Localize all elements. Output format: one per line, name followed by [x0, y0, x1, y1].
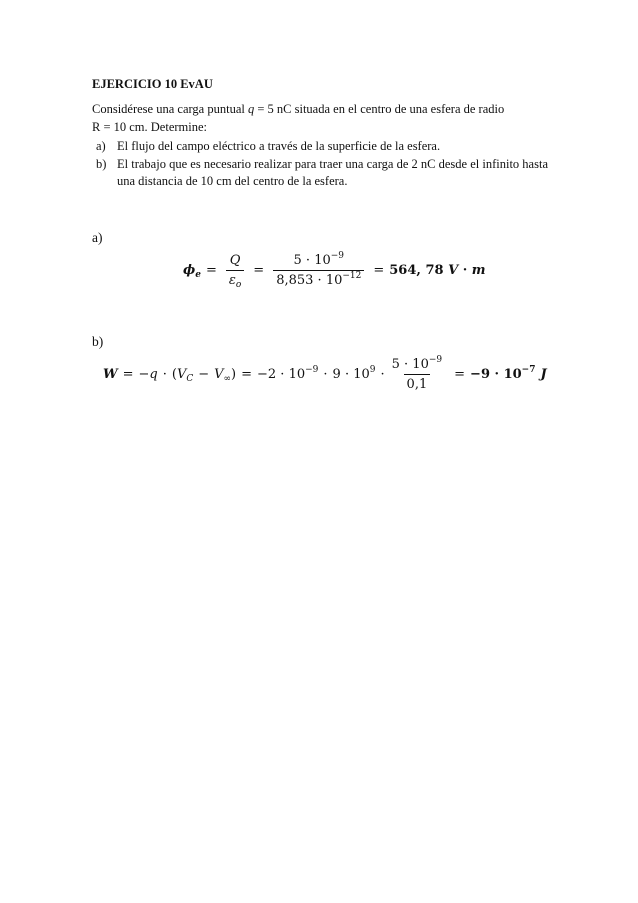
statement-line-1	[92, 100, 504, 118]
fraction-values: $\frac{5 \cdot 10^{-9}}{8,853 \cdot 10^{-12}}$	[273, 253, 364, 288]
equals-sign: =	[205, 263, 217, 278]
list-marker: a)	[96, 139, 106, 153]
equals-sign: =	[373, 263, 385, 278]
equals-sign: =	[241, 367, 253, 382]
question-list	[96, 138, 548, 191]
work-symbol: W	[103, 367, 118, 382]
coulomb-constant: $9 \cdot 10^9$	[332, 365, 376, 382]
minus-q: −q	[138, 367, 158, 382]
fraction-q-over-r: $\frac{5 \cdot 10^{-9}}{0,1}$	[391, 355, 443, 392]
equals-sign: =	[122, 367, 134, 382]
list-marker: b)	[96, 156, 107, 171]
section-b-label: b)	[92, 334, 104, 349]
flux-symbol: $\phi_e$	[183, 263, 201, 280]
equation-flux	[183, 253, 486, 288]
work-result: $-9 \cdot 10^{-7}$ J	[470, 365, 547, 382]
potential-difference: $(V_C - V_\infty)$	[171, 367, 237, 384]
statement-text-1a: Considérese una carga puntual	[92, 102, 248, 116]
charge-variable: q	[247, 102, 255, 116]
fraction-q-over-epsilon: $\frac{Q}{\varepsilon_o}$	[226, 253, 244, 288]
list-item	[96, 156, 548, 191]
list-item	[96, 138, 548, 156]
list-item-text: El flujo del campo eléctrico a través de la superficie de la esfera.	[117, 139, 441, 153]
section-a-label: a)	[92, 230, 103, 245]
equals-sign: =	[454, 367, 466, 382]
exercise-title: EJERCICIO 10 EvAU	[92, 77, 213, 91]
equation-work: W = −q · $(V_C - V_\infty)$ = $-2 \cdot 10^{-9}$ · $9 \cdot 10^9$ · $\frac{5 \cdot 10^{-9}}{0,1}$ = $-9 \cdot 10^{-7}$ J	[103, 355, 547, 392]
flux-result: 564, 78 V · m	[389, 263, 486, 278]
charge-value: $-2 \cdot 10^{-9}$	[257, 365, 319, 382]
statement-line-2: R = 10 cm. Determine:	[92, 120, 208, 134]
equals-sign: =	[253, 263, 265, 278]
statement-text-1b: = 5 nC situada en el centro de una esfera de radio	[254, 102, 505, 116]
list-item-text: El trabajo que es necesario realizar para traer una carga de 2 nC desde el infinito hasta una distancia de 10 cm del centro de la esfera.	[117, 156, 548, 188]
